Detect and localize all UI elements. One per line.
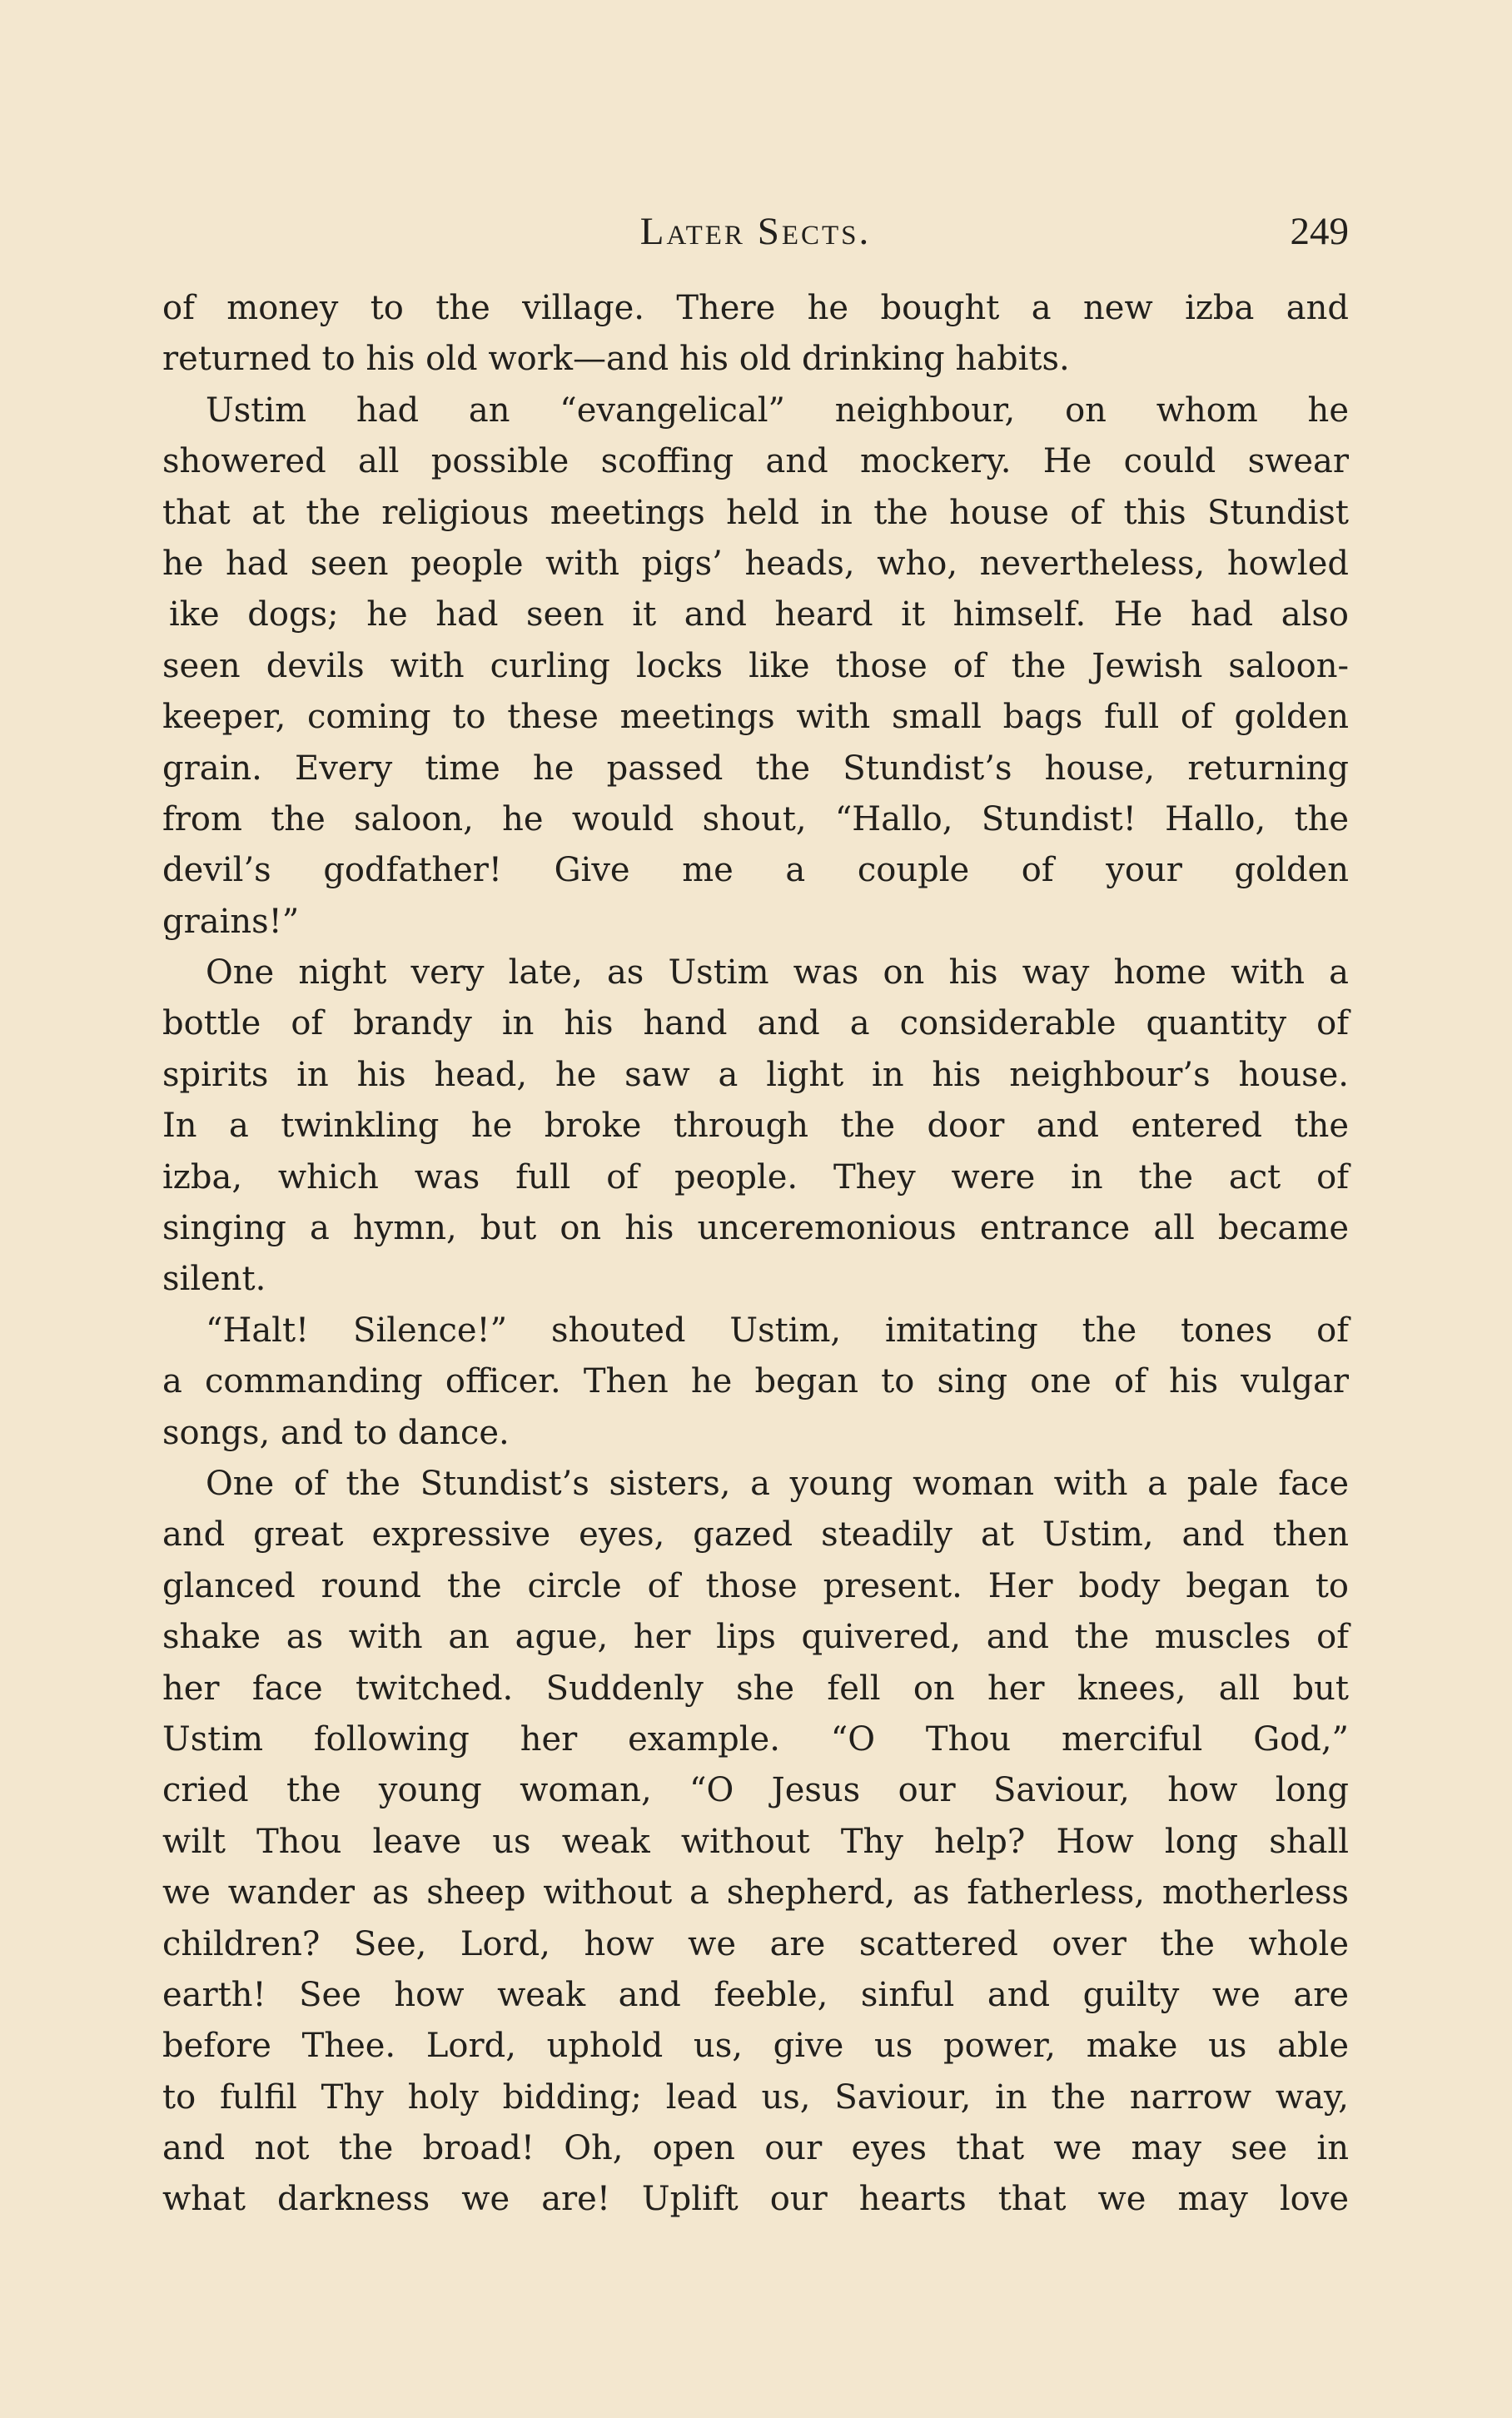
text-line: grains!” bbox=[162, 902, 300, 941]
text-line: izba, which was full of people. They were in the act of bbox=[162, 1157, 1349, 1197]
text-line: a commanding officer. Then he began to sing one of his vulgar bbox=[162, 1362, 1349, 1401]
text-line: singing a hymn, but on his unceremonious entrance all became bbox=[162, 1209, 1349, 1248]
text-line: that at the religious meetings held in the house of this Stundist bbox=[162, 493, 1349, 532]
text-line: keeper, coming to these meetings with small bags full of golden bbox=[162, 698, 1349, 737]
text-line: One of the Stundist’s sisters, a young woman with a pale face bbox=[206, 1464, 1349, 1503]
text-line: wilt Thou leave us weak without Thy help? How long shall bbox=[162, 1822, 1349, 1861]
text-line: cried the young woman, “O Jesus our Saviour, how long bbox=[162, 1771, 1349, 1810]
page-number: 249 bbox=[1290, 210, 1349, 253]
text-line: and great expressive eyes, gazed steadily at Ustim, and then bbox=[162, 1515, 1349, 1555]
text-line: from the saloon, he would shout, “Hallo, Stundist! Hallo, the bbox=[162, 799, 1349, 838]
running-head bbox=[162, 206, 1349, 256]
text-line: grain. Every time he passed the Stundist’s house, returning bbox=[162, 749, 1349, 788]
text-line: seen devils with curling locks like those of the Jewish saloon- bbox=[162, 646, 1349, 685]
text-line: returned to his old work—and his old drinking habits. bbox=[162, 340, 1070, 379]
text-line: to fulfil Thy holy bidding; lead us, Saviour, in the narrow way, bbox=[162, 2077, 1349, 2117]
text-line: One night very late, as Ustim was on his way home with a bbox=[206, 953, 1349, 993]
body-text bbox=[162, 283, 1349, 2226]
text-line: children? See, Lord, how we are scattered over the whole bbox=[162, 1924, 1349, 1963]
text-line: what darkness we are! Uplift our hearts that we may love bbox=[162, 2180, 1349, 2219]
text-line: of money to the village. There he bought a new izba and bbox=[162, 289, 1349, 327]
text-line: bottle of brandy in his hand and a considerable quantity of bbox=[162, 1004, 1349, 1043]
text-line: shake as with an ague, her lips quivered, and the muscles of bbox=[162, 1618, 1349, 1657]
text-line: devil’s godfather! Give me a couple of your golden bbox=[162, 851, 1349, 890]
text-line: her face twitched. Suddenly she fell on her knees, all but bbox=[162, 1669, 1349, 1708]
text-line: silent. bbox=[162, 1260, 266, 1299]
text-line: “Halt! Silence!” shouted Ustim, imitating the tones of bbox=[206, 1311, 1349, 1350]
text-line: he had seen people with pigs’ heads, who, nevertheless, howled bbox=[162, 544, 1349, 583]
text-line: before Thee. Lord, uphold us, give us power, make us able bbox=[162, 2027, 1349, 2066]
text-line: we wander as sheep without a shepherd, as fatherless, motherless bbox=[162, 1873, 1349, 1913]
text-line: Ustim following her example. “O Thou merciful God,” bbox=[162, 1719, 1349, 1759]
text-line: earth! See how weak and feeble, sinful and guilty we are bbox=[162, 1975, 1349, 2014]
text-line: glanced round the circle of those present. Her body began to bbox=[162, 1566, 1349, 1605]
text-line: and not the broad! Oh, open our eyes that we may see in bbox=[162, 2129, 1349, 2168]
text-line: songs, and to dance. bbox=[162, 1413, 510, 1452]
text-line: spirits in his head, he saw a light in his neighbour’s house. bbox=[162, 1055, 1349, 1094]
running-head-title: Later Sects. bbox=[639, 210, 872, 253]
text-line: In a twinkling he broke through the door and entered the bbox=[162, 1107, 1349, 1146]
text-line: showered all possible scoffing and mockery. He could swear bbox=[162, 442, 1349, 481]
text-line: ike dogs; he had seen it and heard it himself. He had also bbox=[169, 595, 1349, 634]
text-line: Ustim had an “evangelical” neighbour, on whom he bbox=[206, 391, 1349, 430]
